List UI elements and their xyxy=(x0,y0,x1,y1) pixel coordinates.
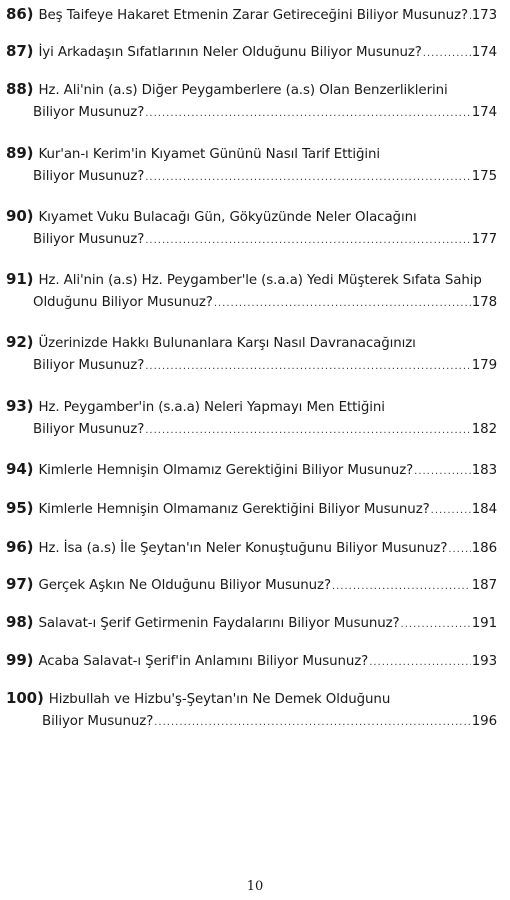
entry-page: 182 xyxy=(471,422,497,437)
dot-leader xyxy=(469,5,471,29)
entry-title: Salavat-ı Şerif Getirmenin Faydalarını Biliyor Musunuz? xyxy=(38,616,400,631)
entry-number: 99) xyxy=(6,651,34,669)
toc-entry-92 xyxy=(6,330,497,378)
toc-entry-95 xyxy=(6,496,497,520)
dot-leader xyxy=(431,499,471,523)
toc-entry-90 xyxy=(6,204,497,252)
entry-title: Kur'an-ı Kerim'in Kıyamet Gününü Nasıl Tarif Ettiğini xyxy=(38,147,381,162)
toc-entry-98 xyxy=(6,610,497,634)
entry-title-continued: Biliyor Musunuz? xyxy=(33,358,145,373)
toc-entry-96 xyxy=(6,535,497,559)
page-number: 10 xyxy=(246,879,264,894)
dot-leader xyxy=(145,229,470,253)
entry-title: İyi Arkadaşın Sıfatlarının Neler Olduğunu Biliyor Musunuz? xyxy=(38,45,422,60)
entry-page: 187 xyxy=(471,578,497,593)
entry-title: Beş Taifeye Hakaret Etmenin Zarar Getireceğini Biliyor Musunuz? xyxy=(38,8,468,23)
entry-number: 98) xyxy=(6,613,34,631)
toc-entry-100 xyxy=(6,686,497,734)
entry-title: Hz. Ali'nin (a.s) Diğer Peygamberlere (a.s) Olan Benzerliklerini xyxy=(38,83,448,98)
dot-leader xyxy=(423,42,471,66)
entry-page: 174 xyxy=(471,105,497,120)
entry-title: Üzerinizde Hakkı Bulunanlara Karşı Nasıl Davranacağınızı xyxy=(38,336,416,351)
dot-leader xyxy=(154,711,470,735)
entry-page: 177 xyxy=(471,232,497,247)
entry-page: 178 xyxy=(471,295,497,310)
entry-number: 89) xyxy=(6,144,34,162)
entry-page: 173 xyxy=(471,8,497,23)
entry-page: 183 xyxy=(471,463,497,478)
toc-entry-93 xyxy=(6,394,497,442)
entry-number: 95) xyxy=(6,499,34,517)
entry-page: 193 xyxy=(471,654,497,669)
toc-entry-89 xyxy=(6,141,497,189)
toc-entry-86 xyxy=(6,2,497,26)
entry-page: 179 xyxy=(471,358,497,373)
dot-leader xyxy=(401,613,471,637)
entry-page: 175 xyxy=(471,169,497,184)
entry-number: 96) xyxy=(6,538,34,556)
entry-title-continued: Biliyor Musunuz? xyxy=(33,105,145,120)
dot-leader xyxy=(369,651,471,675)
dot-leader xyxy=(145,102,470,126)
entry-title: Kıyamet Vuku Bulacağı Gün, Gökyüzünde Neler Olacağını xyxy=(38,210,417,225)
entry-title: Gerçek Aşkın Ne Olduğunu Biliyor Musunuz? xyxy=(38,578,331,593)
entry-number: 88) xyxy=(6,80,34,98)
entry-page: 184 xyxy=(471,502,497,517)
entry-page: 196 xyxy=(471,714,497,729)
entry-title: Hz. Ali'nin (a.s) Hz. Peygamber'le (s.a.a) Yedi Müşterek Sıfata Sahip xyxy=(38,273,482,288)
entry-number: 93) xyxy=(6,397,34,415)
dot-leader xyxy=(332,575,471,599)
entry-number: 87) xyxy=(6,42,34,60)
dot-leader xyxy=(145,166,470,190)
entry-title-continued: Biliyor Musunuz? xyxy=(33,232,145,247)
toc-entry-88 xyxy=(6,77,497,125)
entry-number: 100) xyxy=(6,689,44,707)
toc-entry-87 xyxy=(6,39,497,63)
entry-title-continued: Biliyor Musunuz? xyxy=(33,422,145,437)
entry-number: 92) xyxy=(6,333,34,351)
dot-leader xyxy=(448,538,470,562)
toc-entry-94 xyxy=(6,457,497,481)
dot-leader xyxy=(214,292,471,316)
entry-number: 86) xyxy=(6,5,34,23)
toc-entry-91 xyxy=(6,267,497,315)
entry-number: 91) xyxy=(6,270,34,288)
entry-title: Hizbullah ve Hizbu'ş-Şeytan'ın Ne Demek Olduğunu xyxy=(48,692,391,707)
entry-title-continued: Biliyor Musunuz? xyxy=(33,169,145,184)
entry-title-continued: Olduğunu Biliyor Musunuz? xyxy=(33,295,213,310)
entry-page: 191 xyxy=(471,616,497,631)
toc-entry-99 xyxy=(6,648,497,672)
entry-number: 94) xyxy=(6,460,34,478)
dot-leader xyxy=(414,460,471,484)
toc-entry-97 xyxy=(6,572,497,596)
entry-title: Hz. İsa (a.s) İle Şeytan'ın Neler Konuştuğunu Biliyor Musunuz? xyxy=(38,541,448,556)
entry-title: Kimlerle Hemnişin Olmamanız Gerektiğini Biliyor Musunuz? xyxy=(38,502,430,517)
entry-title: Hz. Peygamber'in (s.a.a) Neleri Yapmayı Men Ettiğini xyxy=(38,400,385,415)
dot-leader xyxy=(145,355,470,379)
entry-page: 174 xyxy=(471,45,497,60)
entry-title: Acaba Salavat-ı Şerif'in Anlamını Biliyor Musunuz? xyxy=(38,654,369,669)
entry-page: 186 xyxy=(471,541,497,556)
entry-number: 97) xyxy=(6,575,34,593)
entry-title-continued: Biliyor Musunuz? xyxy=(42,714,154,729)
dot-leader xyxy=(145,419,470,443)
entry-title: Kimlerle Hemnişin Olmamız Gerektiğini Biliyor Musunuz? xyxy=(38,463,414,478)
entry-number: 90) xyxy=(6,207,34,225)
